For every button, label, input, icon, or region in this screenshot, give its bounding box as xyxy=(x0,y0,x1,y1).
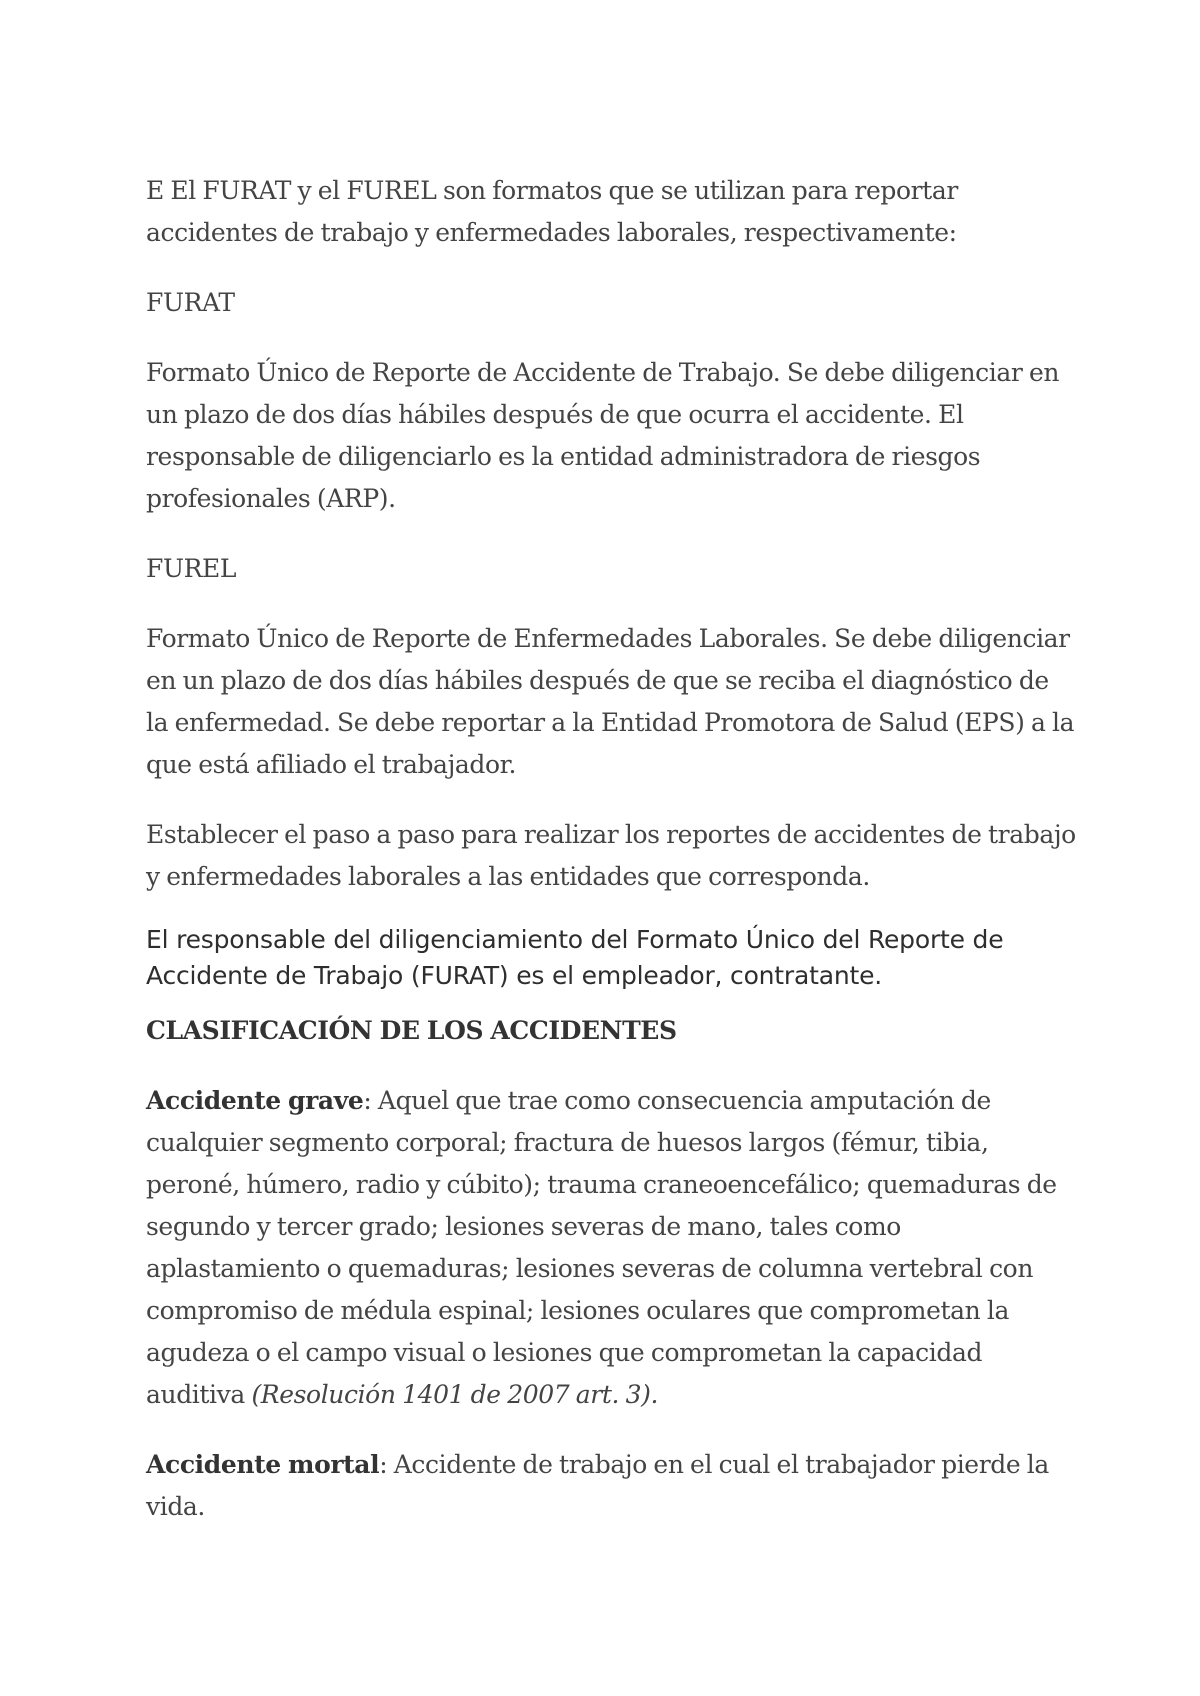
furel-description: Formato Único de Reporte de Enfermedades Laborales. Se debe diligenciar en un plazo de dos días hábiles después de que se reciba el diagnóstico de la enfermedad. Se debe reportar a la Entidad Promotora de Salud (EPS) a la que está afiliado el trabajador. xyxy=(146,624,1075,779)
accident-grave-term: Accidente grave xyxy=(146,1086,364,1115)
furel-heading: FUREL xyxy=(146,554,237,583)
objective-paragraph: Establecer el paso a paso para realizar los reportes de accidentes de trabajo y enfermedades laborales a las entidades que corresponda. xyxy=(146,820,1076,891)
accident-grave-text: : Aquel que trae como consecuencia amputación de cualquier segmento corporal; fractura de huesos largos (fémur, tibia, peroné, húmero, radio y cúbito); trauma craneoencefálico; quemaduras de segundo y tercer grado; lesiones severas de mano, tales como aplastamiento o quemaduras; lesiones severas de columna vertebral con compromiso de médula espinal; lesiones oculares que comprometan la agudeza o el campo visual o lesiones que comprometan la capacidad auditiva xyxy=(146,1086,1057,1409)
responsible-paragraph: El responsable del diligenciamiento del Formato Único del Reporte de Accidente de Trabajo (FURAT) es el empleador, contratante. xyxy=(146,925,1004,990)
accident-mortal-paragraph xyxy=(146,1444,1076,1528)
classification-heading xyxy=(146,1010,1076,1052)
accident-grave-citation: (Resolución 1401 de 2007 art. 3) xyxy=(251,1380,651,1409)
accident-grave-paragraph xyxy=(146,1080,1076,1416)
accident-mortal-text: : Accidente de trabajo en el cual el trabajador pierde la vida. xyxy=(146,1450,1049,1521)
document-page xyxy=(146,170,1076,1528)
accident-grave-end: . xyxy=(650,1380,658,1409)
intro-paragraph: E El FURAT y el FUREL son formatos que se utilizan para reportar accidentes de trabajo y enfermedades laborales, respectivamente: xyxy=(146,176,958,247)
classification-heading-text: CLASIFICACIÓN DE LOS ACCIDENTES xyxy=(146,1016,677,1045)
furat-heading: FURAT xyxy=(146,288,235,317)
furat-description: Formato Único de Reporte de Accidente de Trabajo. Se debe diligenciar en un plazo de dos días hábiles después de que ocurra el accidente. El responsable de diligenciarlo es la entidad administradora de riesgos profesionales (ARP). xyxy=(146,358,1060,513)
accident-mortal-term: Accidente mortal xyxy=(146,1450,380,1479)
